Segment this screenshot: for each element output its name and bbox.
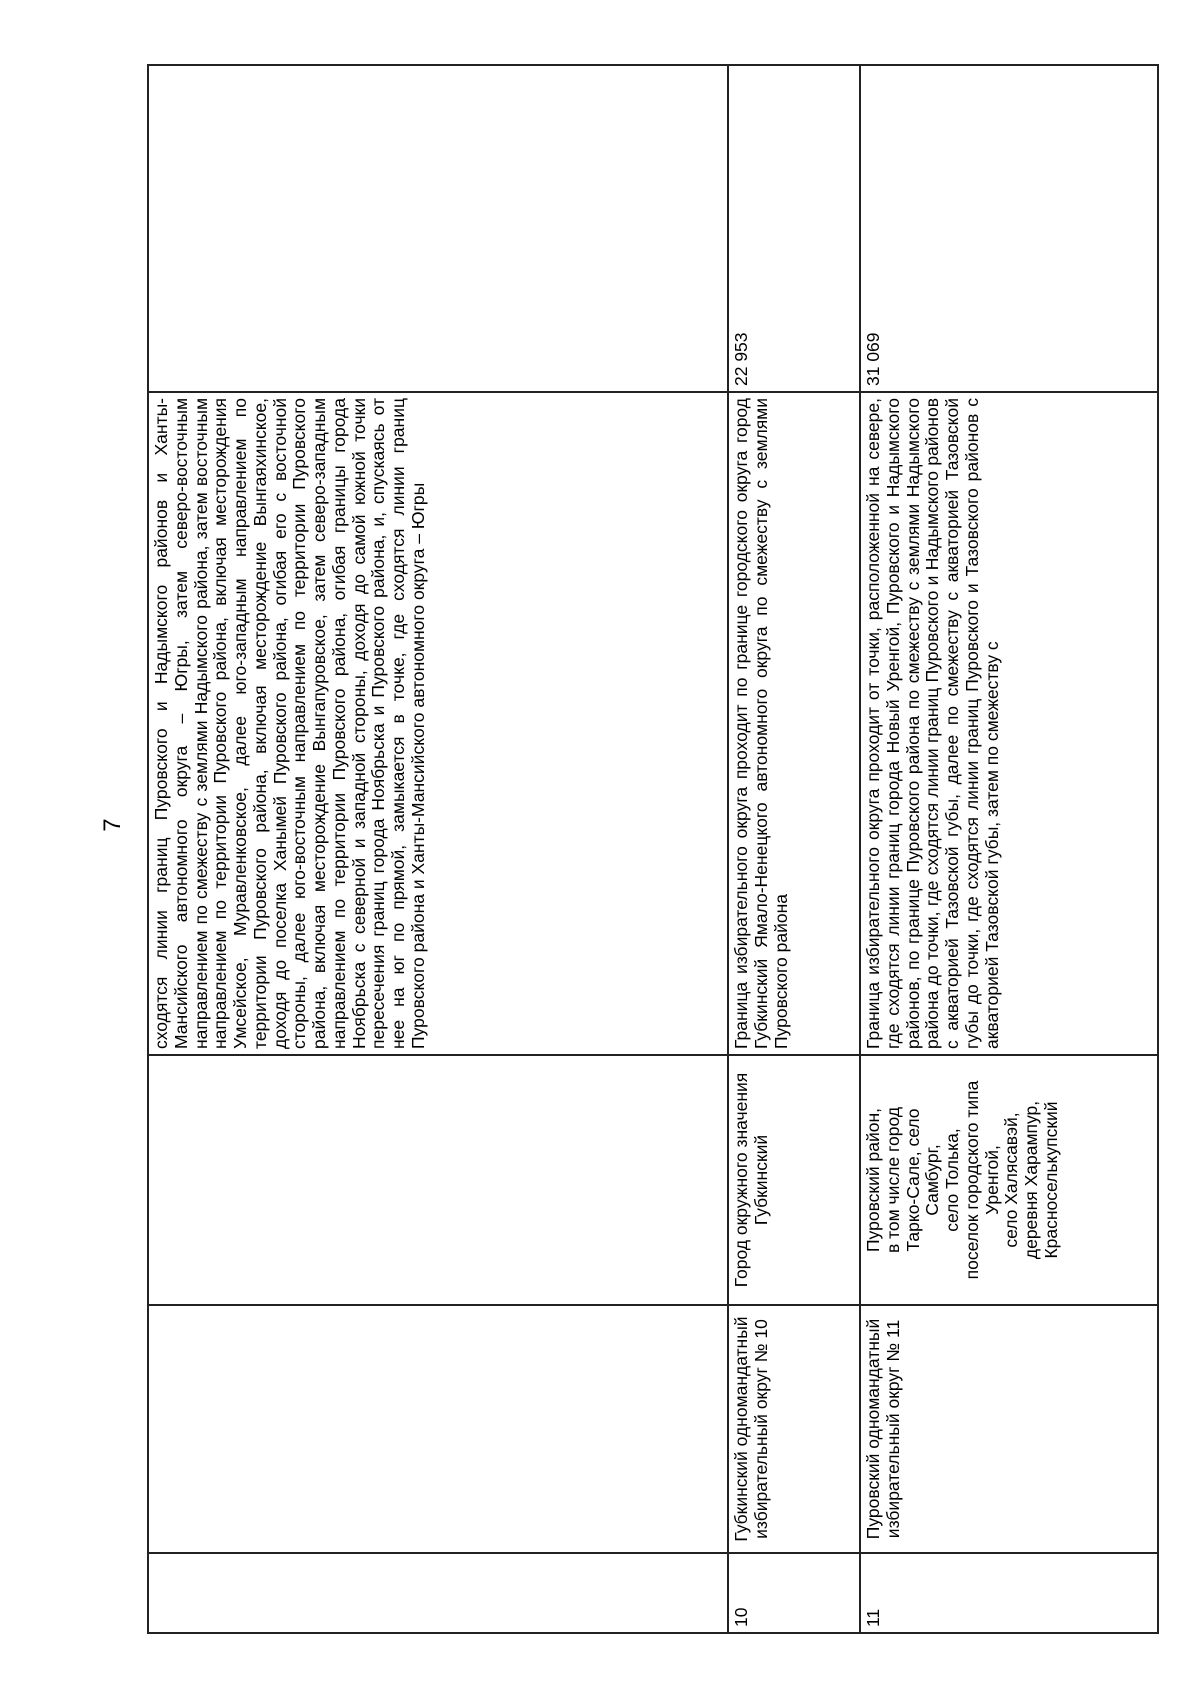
cell-district: Пуровский одномандатный избирательный округ № 11 [860, 1305, 1158, 1553]
cell-number [148, 1553, 728, 1633]
cell-description: Граница избирательного округа проходит от точки, расположенной на севере, где сходятся линии границ города Новый Уренгой, Пуровского и Надымского районов, по границе Пуровского района по смежеству с землями Надымского района до точки, где сходятся линии границ Пуровского и Надымского районов с акваторией Тазовской губы, далее по смежеству с акваторией Тазовской губы до точки, где сходятся линии границ Пуровского и Тазовского районов с акваторией Тазовской губы, затем по смежеству с [860, 392, 1158, 1055]
table-row-district-11 [860, 65, 1158, 1633]
page-number: 7 [99, 818, 126, 832]
territory-line: Город окружного значения Губкинский [731, 1072, 771, 1288]
table-row-district-10 [728, 65, 860, 1633]
cell-district: Губкинский одномандатный избирательный округ № 10 [728, 1305, 860, 1553]
cell-voters: 31 069 [860, 65, 1158, 392]
territory-line: Уренгой, [981, 1145, 1002, 1215]
territory-line: Тарко-Сале, село [902, 1108, 923, 1252]
territory-line: в том числе город [882, 1106, 903, 1254]
cell-description: сходятся линии границ Пуровского и Надымского районов и Ханты-Мансийского автономного округа – Югры, затем северо-восточным направлением по смежеству с землями Надымского района, затем восточным направлением по территории Пуровского района, включая месторождения Умсейское, Муравленковское, далее юго-западным направлением по территории Пуровского района, включая месторождение Вынгаяхинское, доходя до поселка Ханымей Пуровского района, огибая его с восточной стороны, далее юго-восточным направлением по территории Пуровского района, включая месторождение Вынгапуровское, затем северо-западным направлением по территории Пуровского района, огибая границы города Ноябрьска с северной и западной стороны, доходя до самой южной точки пересечения границ города Ноябрьска и Пуровского района, и, спускаясь от нее на юг по прямой, замыкается в точке, где сходятся линии границ Пуровского района и Ханты-Мансийского автономного округа – Югры [148, 392, 728, 1055]
cell-voters: 22 953 [728, 65, 860, 392]
districts-table [147, 64, 1159, 1634]
cell-territory [728, 1055, 860, 1305]
territory-line: Пуровский район, [863, 1107, 883, 1253]
territory-line: поселок городского типа [961, 1080, 982, 1280]
territory-line: деревня Харампур, [1021, 1100, 1042, 1260]
cell-number: 10 [728, 1553, 860, 1633]
territory-line: Красноселькупский [1040, 1101, 1061, 1259]
territory-line: село Толька, [942, 1128, 963, 1232]
cell-territory [148, 1055, 728, 1305]
territory-line: Самбург, [922, 1144, 943, 1216]
cell-description: Граница избирательного округа проходит по границе городского округа город Губкинский Ямало-Ненецкого автономного округа по смежеству с землями Пуровского района [728, 392, 860, 1055]
cell-territory [860, 1055, 1158, 1305]
cell-district [148, 1305, 728, 1553]
cell-number: 11 [860, 1553, 1158, 1633]
cell-voters [148, 65, 728, 392]
table-row-continued [148, 65, 728, 1633]
districts-table-rotated [147, 66, 1157, 1634]
territory-line: село Халясавэй, [1001, 1112, 1022, 1248]
